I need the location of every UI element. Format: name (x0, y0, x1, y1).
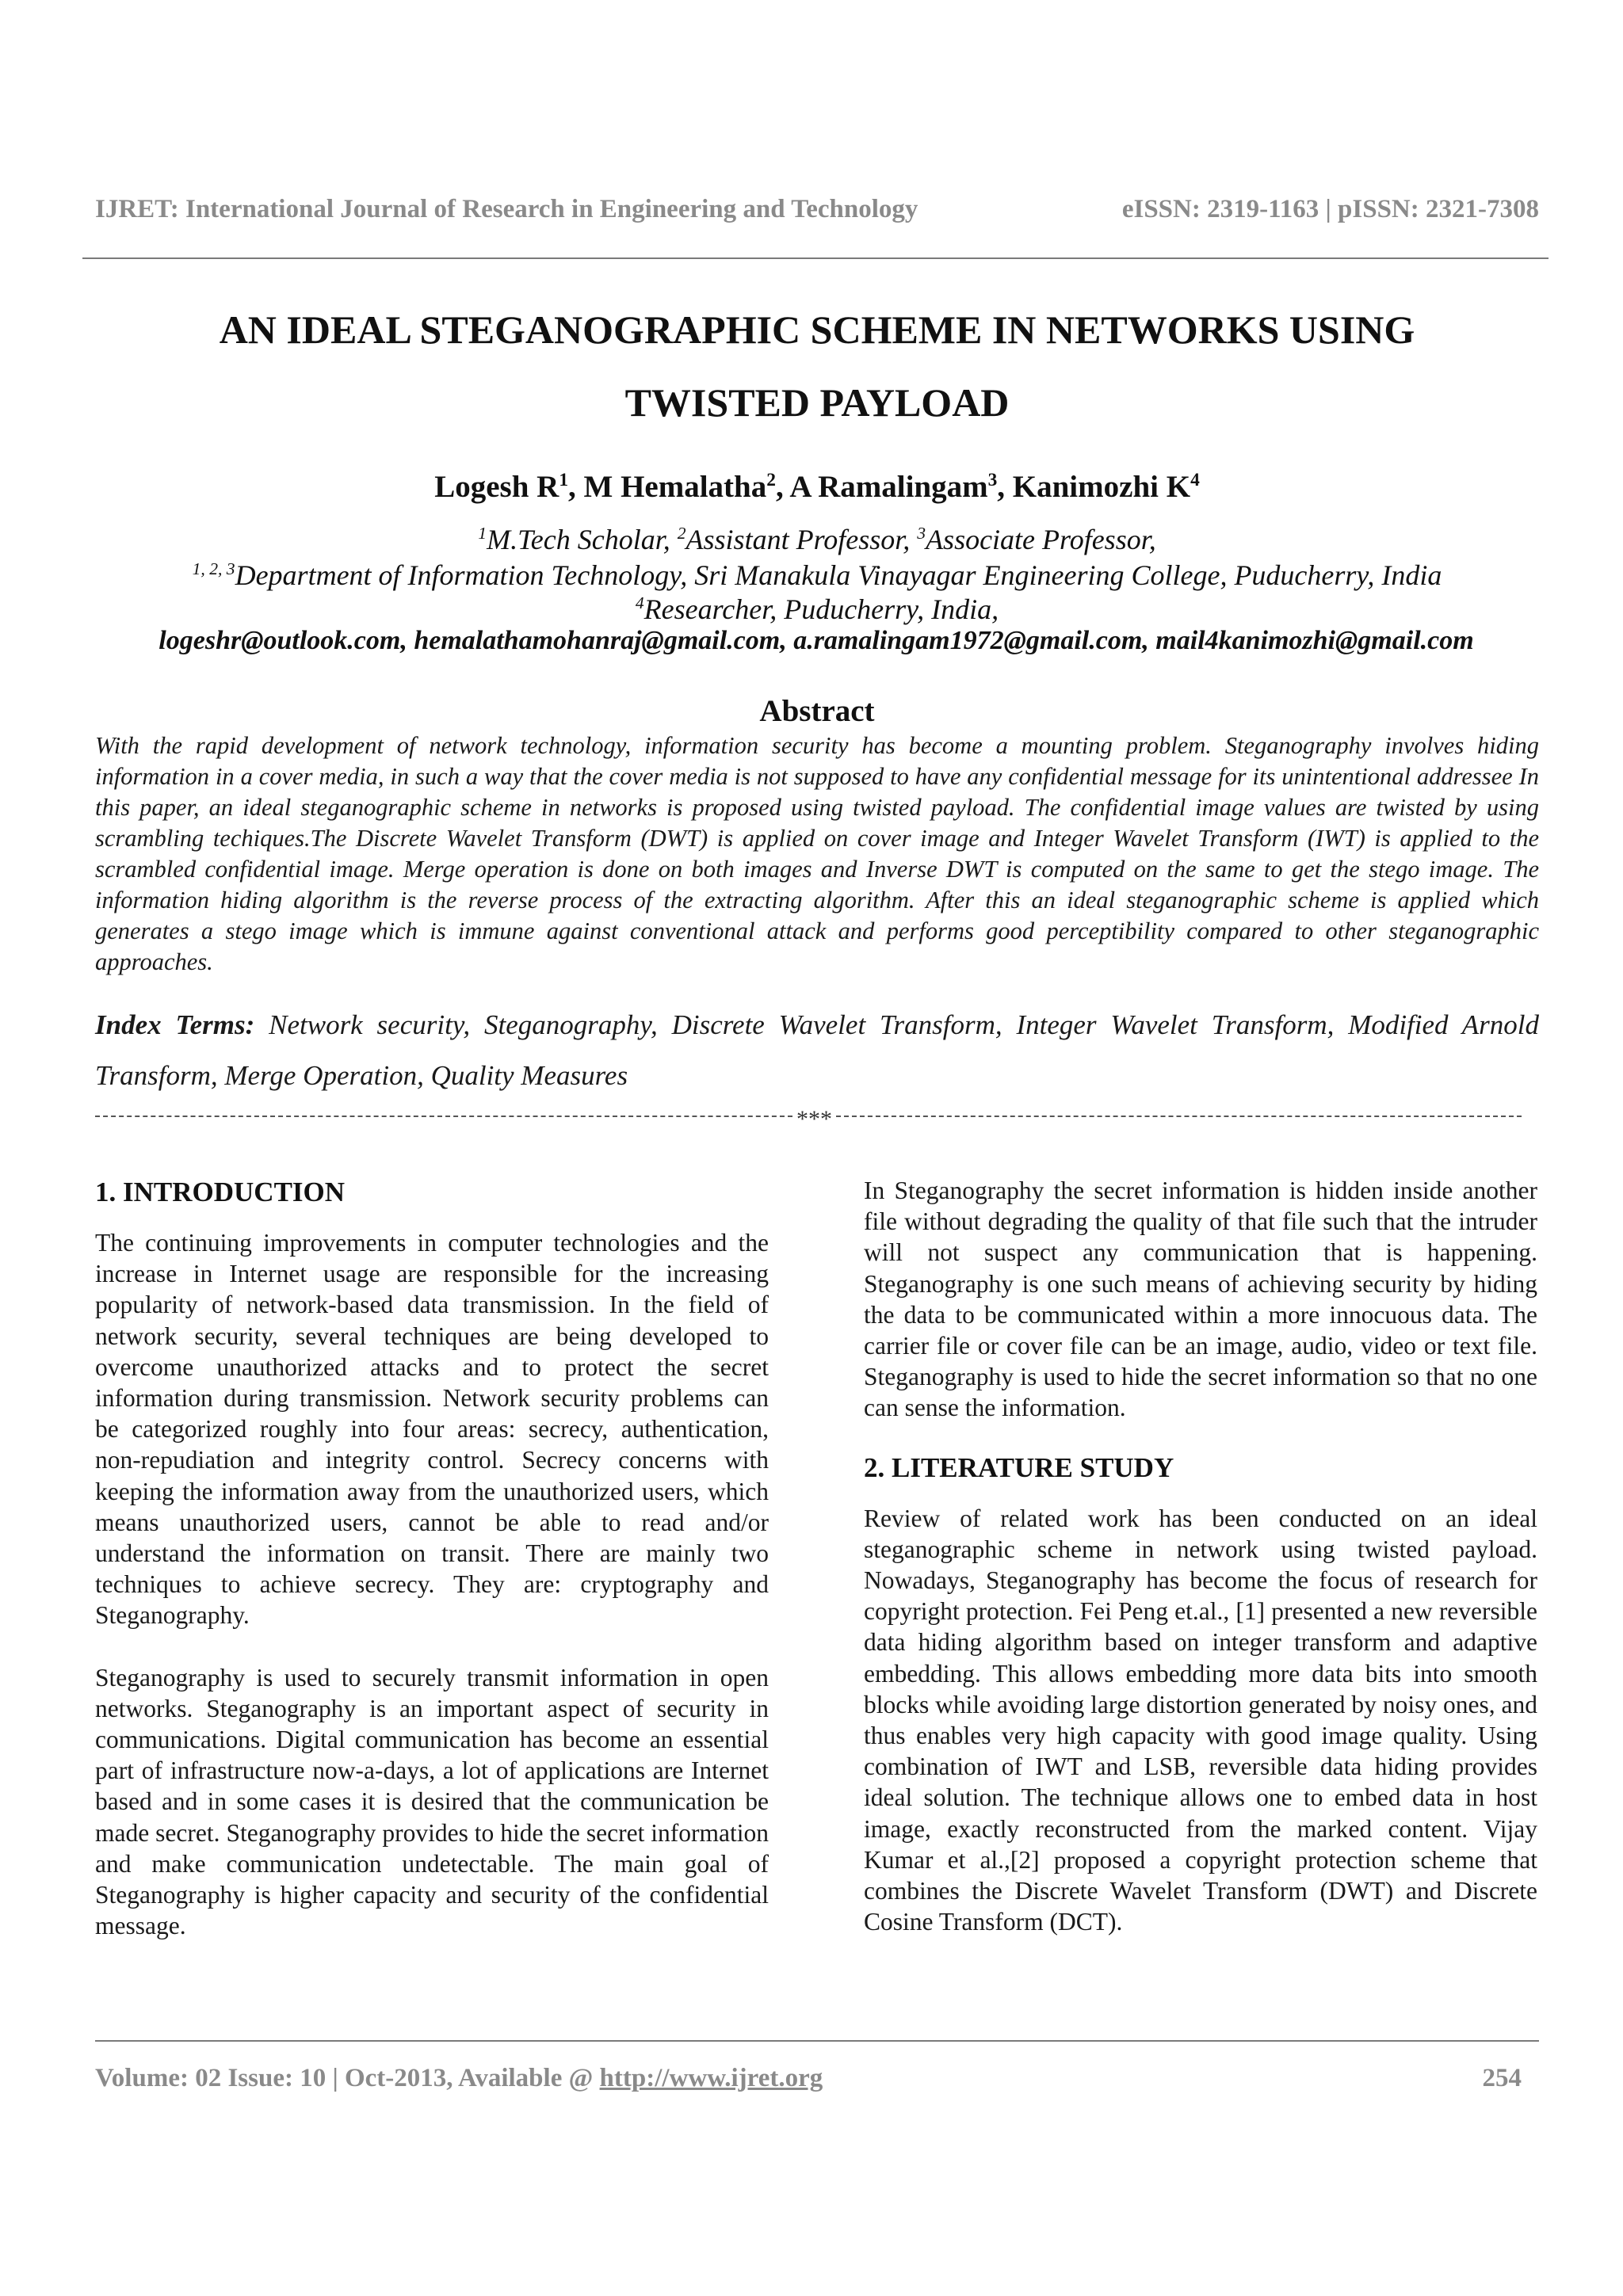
journal-url-link[interactable]: http://www.ijret.org (599, 2064, 823, 2092)
abstract-heading: Abstract (759, 694, 875, 728)
abstract-text: With the rapid development of network technology, information security has become a mounting problem. Steganography involves hiding information in a cover media, in such a way that the cover media is not supposed to have any confidential message for its unintentional addressee In this paper, an ideal steganographic scheme in networks is proposed using twisted payload. The confidential image values are twisted by using scrambling techiques.The Discrete Wavelet Transform (DWT) is applied on cover image and Integer Wavelet Transform (IWT) is applied to the scrambled confidential image. Merge operation is done on both images and Inverse DWT is computed on the same to get the stego image. The information hiding algorithm is the reverse process of the extracting algorithm. After this an ideal steganographic scheme is applied which generates a stego image which is immune against conventional attack and performs good perceptibility compared to other steganographic approaches. (95, 732, 1539, 975)
author-list: Logesh $R^1$, M Hemalatha$^2$, A Ramalingam$^3$, Kanimozhi $K^4$ (434, 470, 1200, 504)
section-heading-introduction: 1. INTRODUCTION (95, 1177, 346, 1207)
paper-title (95, 293, 1539, 439)
author-sup: 1 (559, 470, 569, 490)
author-sup: 3 (987, 470, 998, 490)
author-name: M Hemalatha (583, 470, 767, 504)
author-emails: logeshr@outlook.com, hemalathamohanraj@gmail.com, a.ramalingam1972@gmail.com, mail4kanimozhi@gmail.com (158, 626, 1474, 655)
section-divider (95, 1106, 1522, 1141)
title-line-2: TWISTED PAYLOAD (624, 380, 1010, 425)
page-number: 254 (1482, 2064, 1522, 2092)
header-rule (82, 257, 1549, 259)
issn-numbers: eISSN: 2319-1163 | pISSN: 2321-7308 (1121, 195, 1539, 223)
author-name: Kanimozhi K (1012, 470, 1191, 504)
divider-stars: *** (796, 1106, 832, 1132)
footer-volume: Volume: 02 Issue: 10 | Oct-2013, Available @ (95, 2064, 600, 2092)
author-sup: 2 (766, 470, 776, 490)
right-column (864, 1175, 1537, 1937)
footer-rule (95, 2040, 1539, 2042)
author-sup: 4 (1190, 470, 1200, 490)
intro-paragraph-2: Steganography is used to securely transmit information in open networks. Steganography is an important aspect of security in communications. Digital communication has become an essential part of infrastructure now-a-days, a lot of applications are Internet based and in some cases it is desired that the communication be made secret. Steganography provides to hide the secret information and make communication undetectable. The main goal of Steganography is higher capacity and security of the confidential message. (95, 1663, 769, 1940)
intro-paragraph-1: The continuing improvements in computer technologies and the increase in Internet usage are responsible for the increasing popularity of network-based data transmission. In the field of network security, several techniques are being developed to overcome unauthorized attacks and to protect the secret information during transmission. Network security problems can be categorized roughly into four areas: secrecy, authentication, non-repudiation and integrity control. Secrecy concerns with keeping the information away from the unauthorized users, which means unauthorized users, cannot be able to read and/or understand the information on transit. There are mainly two techniques to achieve secrecy. They are: cryptography and Steganography. (95, 1229, 769, 1630)
literature-paragraph-1: Review of related work has been conducted on an ideal steganographic scheme in network using twisted payload. Nowadays, Steganography has become the focus of research for copyright protection. Fei Peng et.al., [1] presented a new reversible data hiding algorithm based on integer transform and adaptive embedding. This allows embedding more data bits into smooth blocks while avoiding large distortion generated by noisy ones, and thus enables very high capacity with good image quality. Using combination of IWT and LSB, reversible data hiding provides ideal solution. The technique allows one to embed data in host image, exactly reconstructed from the marked content. Vijay Kumar et al.,[2] proposed a copyright protection scheme that combines the Discrete Wavelet Transform (DWT) and Discrete Cosine Transform (DCT). (864, 1504, 1537, 1936)
author-name: Logesh R (434, 470, 559, 504)
affiliation-researcher: $^4$Researcher, Puducherry, India, (635, 593, 999, 625)
affiliation-department: $^{1, 2, 3}$Department of Information Technology, Sri Manakula Vinayagar Engineering College, Puducherry, India (192, 559, 1442, 591)
running-header (95, 195, 1539, 230)
index-terms-label: Index Terms: (95, 1009, 255, 1040)
title-line-1: AN IDEAL STEGANOGRAPHIC SCHEME IN NETWORKS USING (219, 307, 1415, 352)
section-heading-literature: 2. LITERATURE STUDY (864, 1451, 1174, 1483)
left-column (95, 1175, 769, 1941)
author-name: A Ramalingam (789, 470, 988, 504)
affiliation-roles: $^1$M.Tech Scholar, $^2$Assistant Professor, $^3$Associate Professor, (478, 524, 1156, 555)
index-terms (95, 1000, 1539, 1101)
running-footer (95, 2064, 1522, 2099)
intro-paragraph-3: In Steganography the secret information is hidden inside another file without degrading the quality of that file such that the intruder will not suspect any communication that is happening. Steganography is one such means of achieving security by hiding the data to be communicated within a more innocuous data. The carrier file or cover file can be an image, audio, video or text file. Steganography is used to hide the secret information so that no one can sense the information. (864, 1177, 1537, 1422)
index-terms-list: Network security, Steganography, Discrete Wavelet Transform, Integer Wavelet Transform, Modified Arnold Transform, Merge Operation, Quality Measures (95, 1009, 1539, 1091)
journal-name: IJRET: International Journal of Research in Engineering and Technology (95, 195, 918, 223)
